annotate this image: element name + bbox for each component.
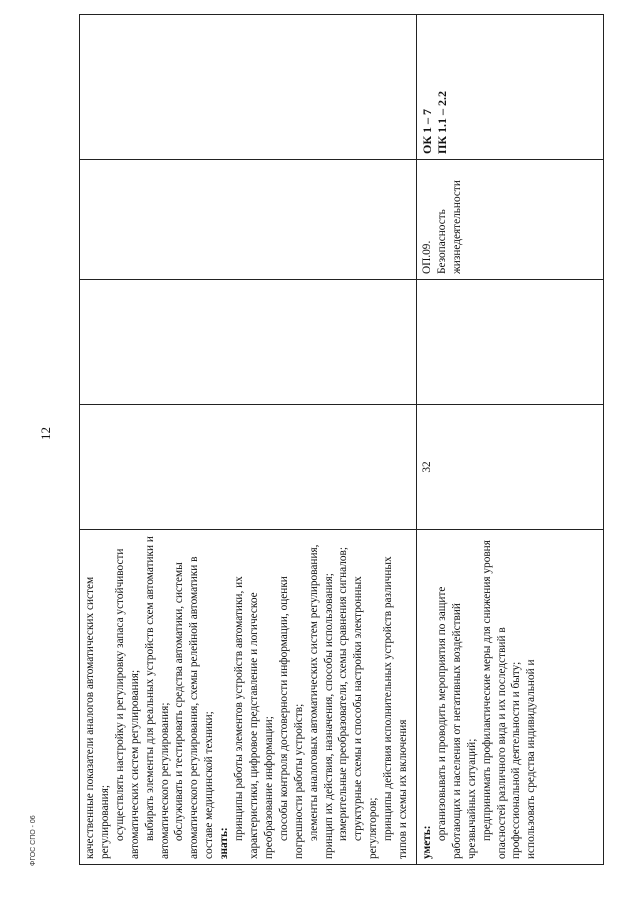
footer-code: ФГОС СПО - 06 — [30, 815, 37, 866]
empty-cell — [80, 405, 417, 530]
empty-cell — [80, 160, 417, 280]
text-line: выбирать элементы для реальных устройств схем автоматики и автоматического регулирования; — [143, 536, 171, 859]
discipline-code: ОП.09. — [421, 240, 433, 274]
empty-cell — [417, 280, 604, 405]
text-line: предпринимать профилактические меры для снижения уровня опасностей различного вида и их последствий в профессиональной деятельности и быту; — [480, 540, 523, 859]
text-line: принципы работы элементов устройств автоматики, их характеристики, цифровое представление и логическое преобразование информации; — [233, 576, 275, 859]
page-number: 12 — [38, 427, 53, 440]
skills-cell-bottom — [417, 530, 604, 865]
text-line: элементы аналоговых автоматических систем регулирования, принцип их действия, назначения, способы использования; — [307, 544, 335, 859]
text-line: измерительные преобразователи, схемы сравнения сигналов; — [337, 546, 350, 841]
competencies-cell — [417, 15, 604, 160]
section-heading: уметь: — [421, 825, 433, 859]
text-line: организовывать и проводить мероприятия по защите работающих и населения от негативных воздействий чрезвычайных ситуаций; — [435, 586, 478, 859]
skills-text-top — [83, 535, 411, 859]
text-line: качественные показатели аналогов автоматических систем регулирования; — [84, 576, 111, 859]
text-line: принципы действия исполнительных устройств различных типов и схемы их включения — [382, 556, 410, 859]
table-row — [417, 15, 604, 865]
hours-cell — [417, 405, 604, 530]
text-line: обслуживать и тестировать средства автоматики, системы автоматического регулирования, схемы релейной автоматики в составе медицинской техники; — [173, 556, 216, 859]
discipline-name: Безопасность жизнедеятельности — [435, 180, 463, 274]
hours-value: 32 — [421, 461, 433, 473]
skills-text-bottom — [420, 535, 539, 859]
text-line: использовать средства индивидуальной и — [525, 659, 538, 859]
discipline-cell — [417, 160, 604, 280]
text-line: способы контроля достоверности информации, оценки погрешности работы устройств; — [277, 576, 305, 859]
text-line: осуществлять настройку и регулировку запаса устойчивости автоматических систем регулирования; — [113, 548, 141, 859]
skills-cell-top — [80, 530, 417, 865]
competencies-pk: ПК 1.1 – 2.2 — [435, 90, 449, 154]
section-heading: знать: — [218, 827, 231, 859]
table-row — [80, 15, 417, 865]
empty-cell — [80, 280, 417, 405]
text-line: структурные схемы и способы настройки электронных регуляторов; — [352, 576, 380, 859]
rotated-page — [79, 15, 589, 865]
empty-cell — [80, 15, 417, 160]
competencies-ok: ОК 1 – 7 — [420, 108, 434, 154]
curriculum-table — [79, 14, 604, 865]
